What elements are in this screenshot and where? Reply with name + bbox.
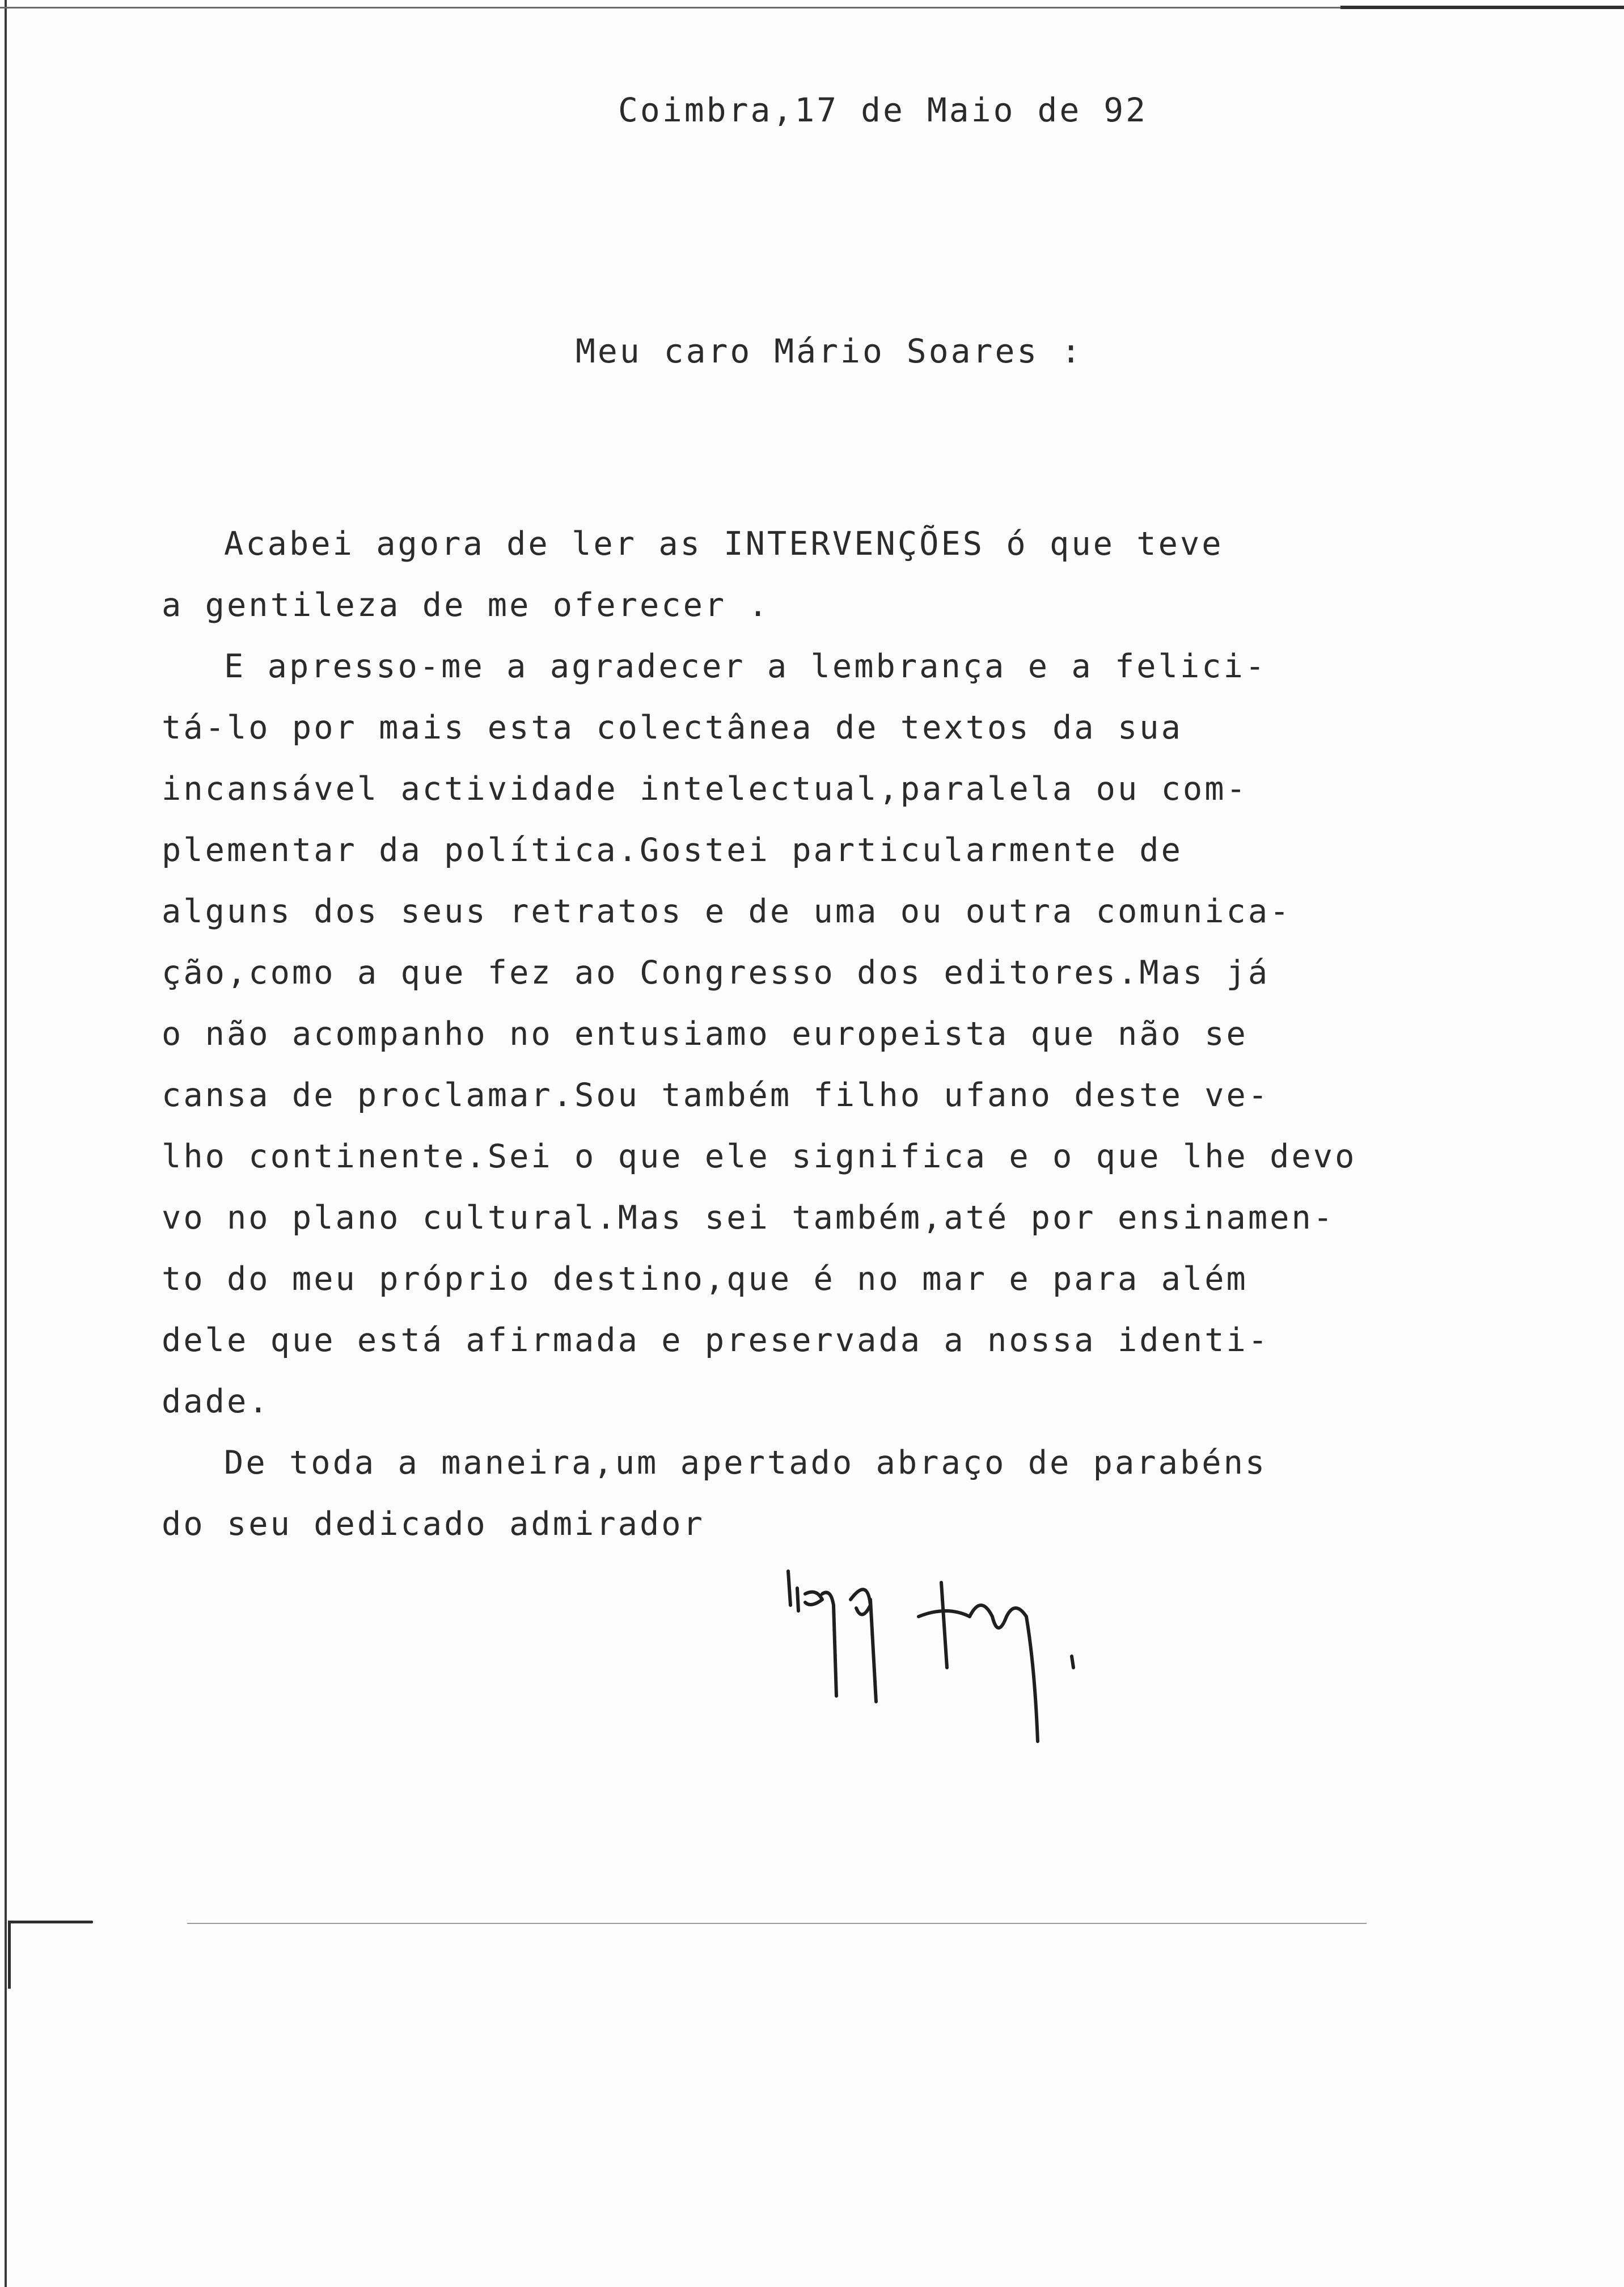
body-line: dade. xyxy=(162,1383,270,1420)
body-line: ção,como a que fez ao Congresso dos editores.Mas já xyxy=(162,954,1270,991)
body-line: a gentileza de me oferecer . xyxy=(162,586,770,624)
letter-salutation: Meu caro Mário Soares : xyxy=(576,332,1084,370)
letter-body xyxy=(162,513,1437,1555)
body-line: dele que está afirmada e preservada a nossa identi- xyxy=(162,1322,1270,1359)
fold-corner xyxy=(8,1921,93,1923)
body-line: E apresso-me a agradecer a lembrança e a felici- xyxy=(224,648,1267,685)
body-line: De toda a maneira,um apertado abraço de parabéns xyxy=(224,1444,1267,1482)
body-line: alguns dos seus retratos e de uma ou outra comunica- xyxy=(162,893,1292,930)
body-line: tá-lo por mais esta colectânea de textos da sua xyxy=(162,709,1183,746)
body-line: cansa de proclamar.Sou também filho ufano deste ve- xyxy=(162,1077,1270,1114)
body-line: do seu dedicado admirador xyxy=(162,1505,705,1543)
body-line: to do meu próprio destino,que é no mar e para além xyxy=(162,1260,1248,1298)
fold-corner-edge xyxy=(8,1921,11,1989)
scan-edge-top-right xyxy=(1340,6,1624,9)
letter-dateline: Coimbra,17 de Maio de 92 xyxy=(618,91,1148,129)
body-line: incansável actividade intelectual,paralela ou com- xyxy=(162,770,1248,808)
fold-line xyxy=(187,1923,1367,1924)
body-line: Acabei agora de ler as INTERVENÇÕES ó que teve xyxy=(224,525,1224,563)
body-line: vo no plano cultural.Mas sei também,até por ensinamen- xyxy=(162,1199,1335,1237)
handwritten-signature xyxy=(777,1554,1094,1770)
body-line: lho continente.Sei o que ele significa e o que lhe devo xyxy=(162,1138,1357,1175)
scan-edge-left xyxy=(5,0,7,2287)
body-line: plementar da política.Gostei particularmente de xyxy=(162,832,1183,869)
body-line: o não acompanho no entusiamo europeista que não se xyxy=(162,1015,1248,1053)
